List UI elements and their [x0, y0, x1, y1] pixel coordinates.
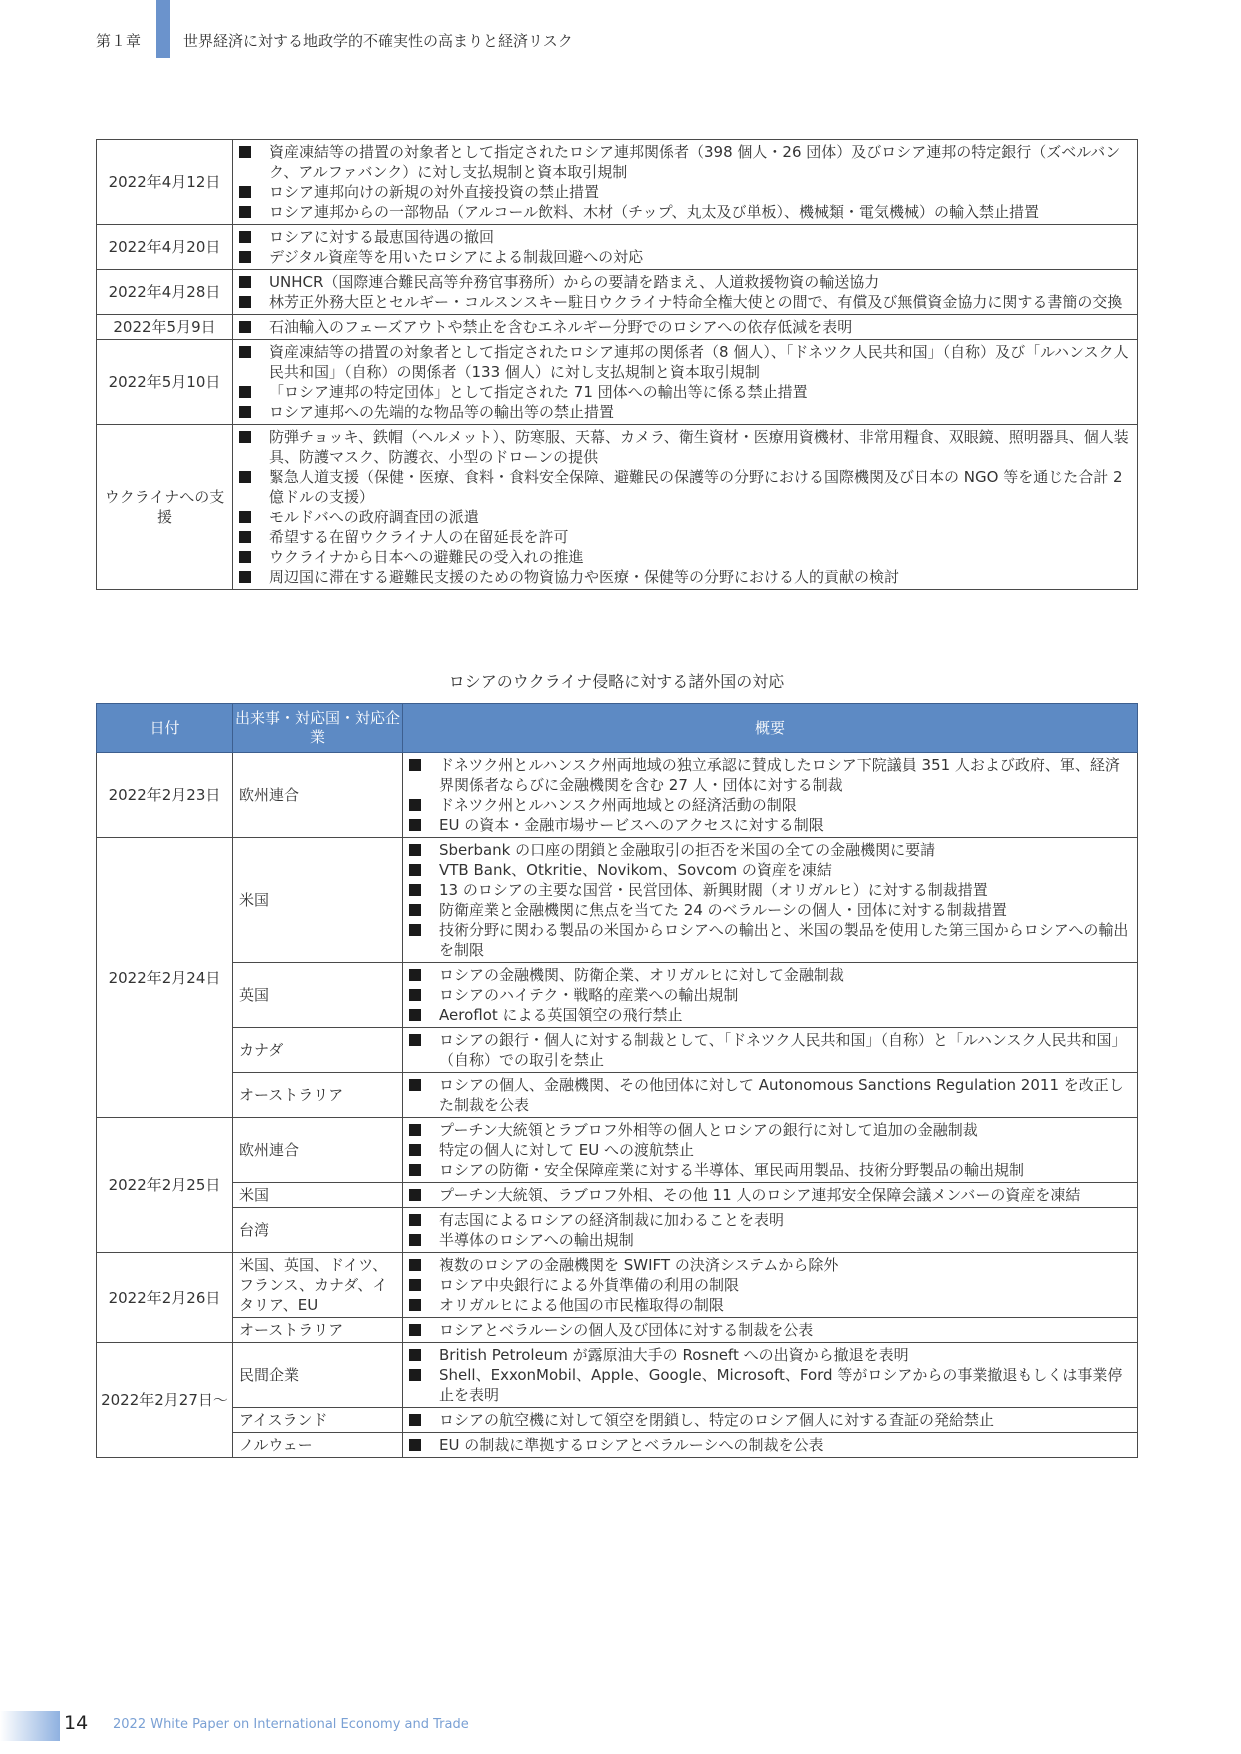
list-item-text: 13 のロシアの主要な国営・民営団体、新興財閥（オリガルヒ）に対する制裁措置 — [439, 881, 988, 899]
bullet-list — [409, 755, 1131, 835]
footer-title: 2022 White Paper on International Economy and Trade — [113, 1717, 469, 1732]
bullet-list — [409, 1345, 1131, 1405]
list-item-text: ロシア連邦向けの新規の対外直接投資の禁止措置 — [269, 183, 600, 201]
square-bullet-icon — [409, 904, 421, 916]
table-row — [97, 315, 1138, 340]
list-item — [409, 1435, 1131, 1455]
list-item-text: ドネツク州とルハンスク州両地域との経済活動の制限 — [439, 796, 797, 814]
square-bullet-icon — [409, 1324, 421, 1336]
content-cell — [233, 140, 1138, 225]
actor-cell: 米国 — [233, 838, 403, 963]
list-item — [239, 342, 1131, 382]
summary-cell — [403, 753, 1138, 838]
footer-accent-bar — [0, 1711, 60, 1741]
summary-cell — [403, 1073, 1138, 1118]
list-item — [239, 292, 1131, 312]
list-item-text: British Petroleum が露原油大手の Rosneft への出資から撤退を表明 — [439, 1346, 909, 1364]
chapter-label: 第１章 — [96, 32, 142, 50]
date-cell: 2022年4月28日 — [97, 270, 233, 315]
summary-cell — [403, 1208, 1138, 1253]
list-item — [239, 427, 1131, 467]
square-bullet-icon — [239, 206, 251, 218]
list-item-text: 防衛産業と金融機関に焦点を当てた 24 のベラルーシの個人・団体に対する制裁措置 — [439, 901, 1007, 919]
table-row — [97, 340, 1138, 425]
list-item-text: ロシア連邦からの一部物品（アルコール飲料、木材（チップ、丸太及び単板）、機械類・電気機械）の輸入禁止措置 — [269, 203, 1039, 221]
square-bullet-icon — [239, 431, 251, 443]
square-bullet-icon — [409, 1414, 421, 1426]
list-item-text: ドネツク州とルハンスク州両地域の独立承認に賛成したロシア下院議員 351 人および政府、軍、経済界関係者ならびに金融機関を含む 27 人・団体に対する制裁 — [439, 756, 1120, 794]
list-item-text: ロシアの銀行・個人に対する制裁として、「ドネツク人民共和国」（自称）と「ルハンスク人民共和国」（自称）での取引を禁止 — [439, 1031, 1127, 1069]
square-bullet-icon — [409, 924, 421, 936]
page-number: 14 — [64, 1712, 89, 1734]
list-item-text: プーチン大統領、ラブロフ外相、その他 11 人のロシア連邦安全保障会議メンバーの資産を凍結 — [439, 1186, 1081, 1204]
actor-cell: ノルウェー — [233, 1433, 403, 1458]
list-item — [409, 1210, 1131, 1230]
list-item — [409, 1230, 1131, 1250]
summary-cell — [403, 1118, 1138, 1183]
summary-cell — [403, 1028, 1138, 1073]
list-item — [409, 985, 1131, 1005]
bullet-list — [409, 1120, 1131, 1180]
list-item — [409, 1320, 1131, 1340]
square-bullet-icon — [409, 819, 421, 831]
date-cell: 2022年2月24日 — [97, 838, 233, 1118]
content-cell — [233, 425, 1138, 590]
table-row — [97, 1408, 1138, 1433]
bullet-list — [409, 1075, 1131, 1115]
square-bullet-icon — [409, 844, 421, 856]
table-row — [97, 1318, 1138, 1343]
table-row — [97, 270, 1138, 315]
date-cell: ウクライナへの支援 — [97, 425, 233, 590]
table-row — [97, 1028, 1138, 1073]
list-item — [239, 382, 1131, 402]
square-bullet-icon — [409, 1299, 421, 1311]
list-item-text: UNHCR（国際連合難民高等弁務官事務所）からの要請を踏まえ、人道救援物資の輸送協力 — [269, 273, 880, 291]
list-item — [239, 247, 1131, 267]
square-bullet-icon — [409, 1349, 421, 1361]
table-row — [97, 838, 1138, 963]
bullet-list — [239, 227, 1131, 267]
list-item-text: ロシア連邦への先端的な物品等の輸出等の禁止措置 — [269, 403, 615, 421]
content-cell — [233, 225, 1138, 270]
summary-cell — [403, 963, 1138, 1028]
list-item-text: ロシアのハイテク・戦略的産業への輸出規制 — [439, 986, 739, 1004]
list-item-text: 「ロシア連邦の特定団体」として指定された 71 団体への輸出等に係る禁止措置 — [269, 383, 808, 401]
summary-cell — [403, 838, 1138, 963]
actor-cell: 米国、英国、ドイツ、フランス、カナダ、イタリア、EU — [233, 1253, 403, 1318]
table-header-row — [97, 704, 1138, 753]
square-bullet-icon — [409, 1034, 421, 1046]
page-header — [0, 0, 1241, 58]
date-cell: 2022年2月26日 — [97, 1253, 233, 1343]
table-row — [97, 1433, 1138, 1458]
square-bullet-icon — [239, 146, 251, 158]
square-bullet-icon — [409, 1259, 421, 1271]
list-item-text: ロシアの防衛・安全保障産業に対する半導体、軍民両用製品、技術分野製品の輸出規制 — [439, 1161, 1025, 1179]
list-item-text: 資産凍結等の措置の対象者として指定されたロシア連邦関係者（398 個人・26 団体）及びロシア連邦の特定銀行（ズベルバンク、アルファバンク）に対し支払規制と資本取引規制 — [269, 143, 1121, 181]
list-item — [239, 507, 1131, 527]
list-item — [409, 1005, 1131, 1025]
square-bullet-icon — [409, 969, 421, 981]
header-summary: 概要 — [403, 704, 1138, 753]
bullet-list — [409, 1435, 1131, 1455]
list-item — [409, 860, 1131, 880]
actor-cell: オーストラリア — [233, 1318, 403, 1343]
square-bullet-icon — [239, 571, 251, 583]
square-bullet-icon — [239, 471, 251, 483]
list-item — [239, 227, 1131, 247]
chapter-title: 世界経済に対する地政学的不確実性の高まりと経済リスク — [183, 32, 573, 50]
date-cell: 2022年4月12日 — [97, 140, 233, 225]
square-bullet-icon — [409, 1009, 421, 1021]
list-item-text: 石油輸入のフェーズアウトや禁止を含むエネルギー分野でのロシアへの依存低減を表明 — [269, 318, 853, 336]
bullet-list — [409, 1410, 1131, 1430]
list-item — [239, 567, 1131, 587]
square-bullet-icon — [409, 1144, 421, 1156]
list-item — [409, 1030, 1131, 1070]
list-item — [239, 467, 1131, 507]
header-date: 日付 — [97, 704, 233, 753]
bullet-list — [409, 1210, 1131, 1250]
summary-cell — [403, 1408, 1138, 1433]
bullet-list — [409, 840, 1131, 960]
list-item-text: 希望する在留ウクライナ人の在留延長を許可 — [269, 528, 569, 546]
list-item-text: 緊急人道支援（保健・医療、食料・食料安全保障、避難民の保護等の分野における国際機関及び日本の NGO 等を通じた合計 2 億ドルの支援） — [269, 468, 1123, 506]
list-item-text: 資産凍結等の措置の対象者として指定されたロシア連邦の関係者（8 個人）、「ドネツク人民共和国」（自称）及び「ルハンスク人民共和国」（自称）の関係者（133 個人）に対し支払規制と資本取引規制 — [269, 343, 1129, 381]
list-item — [239, 142, 1131, 182]
date-cell: 2022年4月20日 — [97, 225, 233, 270]
date-cell: 2022年5月10日 — [97, 340, 233, 425]
bullet-list — [409, 1320, 1131, 1340]
table-row — [97, 425, 1138, 590]
list-item — [409, 840, 1131, 860]
list-item-text: オリガルヒによる他国の市民権取得の制限 — [439, 1296, 724, 1314]
square-bullet-icon — [409, 1369, 421, 1381]
summary-cell — [403, 1183, 1138, 1208]
list-item — [239, 547, 1131, 567]
table-row — [97, 140, 1138, 225]
actor-cell: 英国 — [233, 963, 403, 1028]
list-item-text: 半導体のロシアへの輸出規制 — [439, 1231, 634, 1249]
header-accent-bar — [156, 0, 170, 58]
date-cell: 2022年2月23日 — [97, 753, 233, 838]
table-row — [97, 1253, 1138, 1318]
actor-cell: 民間企業 — [233, 1343, 403, 1408]
list-item — [409, 1160, 1131, 1180]
summary-cell — [403, 1433, 1138, 1458]
square-bullet-icon — [409, 759, 421, 771]
actor-cell: 台湾 — [233, 1208, 403, 1253]
list-item — [409, 1410, 1131, 1430]
bullet-list — [409, 965, 1131, 1025]
table-row — [97, 1208, 1138, 1253]
list-item — [239, 317, 1131, 337]
list-item — [409, 1140, 1131, 1160]
list-item — [409, 965, 1131, 985]
summary-cell — [403, 1253, 1138, 1318]
content-cell — [233, 340, 1138, 425]
list-item — [409, 755, 1131, 795]
list-item — [239, 272, 1131, 292]
bullet-list — [409, 1185, 1131, 1205]
list-item-text: 技術分野に関わる製品の米国からロシアへの輸出と、米国の製品を使用した第三国からロシアへの輸出を制限 — [439, 921, 1129, 959]
list-item — [409, 1120, 1131, 1140]
actor-cell: カナダ — [233, 1028, 403, 1073]
list-item — [239, 527, 1131, 547]
bullet-list — [239, 342, 1131, 422]
list-item-text: 有志国によるロシアの経済制裁に加わることを表明 — [439, 1211, 785, 1229]
content-cell — [233, 270, 1138, 315]
list-item — [409, 880, 1131, 900]
square-bullet-icon — [239, 551, 251, 563]
list-item-text: ウクライナから日本への避難民の受入れの推進 — [269, 548, 584, 566]
list-item-text: 特定の個人に対して EU への渡航禁止 — [439, 1141, 694, 1159]
actor-cell: オーストラリア — [233, 1073, 403, 1118]
foreign-responses-table — [96, 703, 1138, 1458]
square-bullet-icon — [409, 1189, 421, 1201]
summary-cell — [403, 1343, 1138, 1408]
bullet-list — [409, 1030, 1131, 1070]
list-item-text: プーチン大統領とラブロフ外相等の個人とロシアの銀行に対して追加の金融制裁 — [439, 1121, 978, 1139]
list-item — [409, 1185, 1131, 1205]
square-bullet-icon — [239, 231, 251, 243]
square-bullet-icon — [239, 186, 251, 198]
list-item-text: Sberbank の口座の閉鎖と金融取引の拒否を米国の全ての金融機関に要請 — [439, 841, 936, 859]
table-row — [97, 753, 1138, 838]
table-row — [97, 1183, 1138, 1208]
square-bullet-icon — [409, 1234, 421, 1246]
square-bullet-icon — [409, 799, 421, 811]
bullet-list — [239, 272, 1131, 312]
square-bullet-icon — [409, 1079, 421, 1091]
header-actor: 出来事・対応国・対応企業 — [233, 704, 403, 753]
list-item — [239, 202, 1131, 222]
list-item-text: 林芳正外務大臣とセルギー・コルスンスキー駐日ウクライナ特命全権大使との間で、有償及び無償資金協力に関する書簡の交換 — [269, 293, 1123, 311]
list-item-text: ロシア中央銀行による外貨準備の利用の制限 — [439, 1276, 740, 1294]
date-cell: 2022年5月9日 — [97, 315, 233, 340]
square-bullet-icon — [409, 1124, 421, 1136]
table-row — [97, 1118, 1138, 1183]
list-item-text: Aeroflot による英国領空の飛行禁止 — [439, 1006, 683, 1024]
square-bullet-icon — [409, 1214, 421, 1226]
table-row — [97, 225, 1138, 270]
list-item — [239, 182, 1131, 202]
square-bullet-icon — [239, 511, 251, 523]
table-caption: ロシアのウクライナ侵略に対する諸外国の対応 — [448, 672, 785, 691]
summary-cell — [403, 1318, 1138, 1343]
list-item-text: VTB Bank、Otkritie、Novikom、Sovcom の資産を凍結 — [439, 861, 832, 879]
bullet-list — [239, 427, 1131, 587]
date-cell: 2022年2月25日 — [97, 1118, 233, 1253]
bullet-list — [409, 1255, 1131, 1315]
square-bullet-icon — [239, 531, 251, 543]
list-item-text: 防弾チョッキ、鉄帽（ヘルメット）、防寒服、天幕、カメラ、衛生資材・医療用資機材、非常用糧食、双眼鏡、照明器具、個人装具、防護マスク、防護衣、小型のドローンの提供 — [269, 428, 1129, 466]
list-item — [409, 1275, 1131, 1295]
square-bullet-icon — [239, 386, 251, 398]
list-item — [409, 1345, 1131, 1365]
bullet-list — [239, 317, 1131, 337]
list-item-text: ロシアに対する最恵国待遇の撤回 — [269, 228, 495, 246]
table-row — [97, 963, 1138, 1028]
list-item-text: ロシアとベラルーシの個人及び団体に対する制裁を公表 — [439, 1321, 814, 1339]
list-item-text: ロシアの個人、金融機関、その他団体に対して Autonomous Sanctions Regulation 2011 を改正した制裁を公表 — [439, 1076, 1124, 1114]
japan-measures-table — [96, 139, 1138, 590]
square-bullet-icon — [239, 406, 251, 418]
square-bullet-icon — [409, 884, 421, 896]
square-bullet-icon — [239, 346, 251, 358]
list-item — [409, 795, 1131, 815]
list-item — [409, 1075, 1131, 1115]
list-item — [409, 1365, 1131, 1405]
list-item — [409, 1295, 1131, 1315]
square-bullet-icon — [409, 1164, 421, 1176]
square-bullet-icon — [239, 321, 251, 333]
table-row — [97, 1343, 1138, 1408]
list-item-text: 周辺国に滞在する避難民支援のための物資協力や医療・保健等の分野における人的貢献の検討 — [269, 568, 900, 586]
actor-cell: 米国 — [233, 1183, 403, 1208]
list-item-text: ロシアの航空機に対して領空を閉鎖し、特定のロシア個人に対する査証の発給禁止 — [439, 1411, 995, 1429]
square-bullet-icon — [239, 251, 251, 263]
list-item-text: デジタル資産等を用いたロシアによる制裁回避への対応 — [269, 248, 644, 266]
list-item-text: 複数のロシアの金融機関を SWIFT の決済システムから除外 — [439, 1256, 839, 1274]
table-row — [97, 1073, 1138, 1118]
list-item-text: ロシアの金融機関、防衛企業、オリガルヒに対して金融制裁 — [439, 966, 844, 984]
list-item — [409, 815, 1131, 835]
actor-cell: アイスランド — [233, 1408, 403, 1433]
square-bullet-icon — [239, 296, 251, 308]
list-item — [409, 1255, 1131, 1275]
square-bullet-icon — [239, 276, 251, 288]
list-item — [409, 900, 1131, 920]
actor-cell: 欧州連合 — [233, 1118, 403, 1183]
list-item-text: Shell、ExxonMobil、Apple、Google、Microsoft、Ford 等がロシアからの事業撤退もしくは事業停止を表明 — [439, 1366, 1123, 1404]
square-bullet-icon — [409, 864, 421, 876]
content-cell — [233, 315, 1138, 340]
actor-cell: 欧州連合 — [233, 753, 403, 838]
list-item-text: EU の資本・金融市場サービスへのアクセスに対する制限 — [439, 816, 824, 834]
list-item-text: モルドバへの政府調査団の派遣 — [269, 508, 479, 526]
list-item — [409, 920, 1131, 960]
square-bullet-icon — [409, 1279, 421, 1291]
square-bullet-icon — [409, 1439, 421, 1451]
bullet-list — [239, 142, 1131, 222]
date-cell: 2022年2月27日～ — [97, 1343, 233, 1458]
square-bullet-icon — [409, 989, 421, 1001]
list-item-text: EU の制裁に準拠するロシアとベラルーシへの制裁を公表 — [439, 1436, 824, 1454]
list-item — [239, 402, 1131, 422]
